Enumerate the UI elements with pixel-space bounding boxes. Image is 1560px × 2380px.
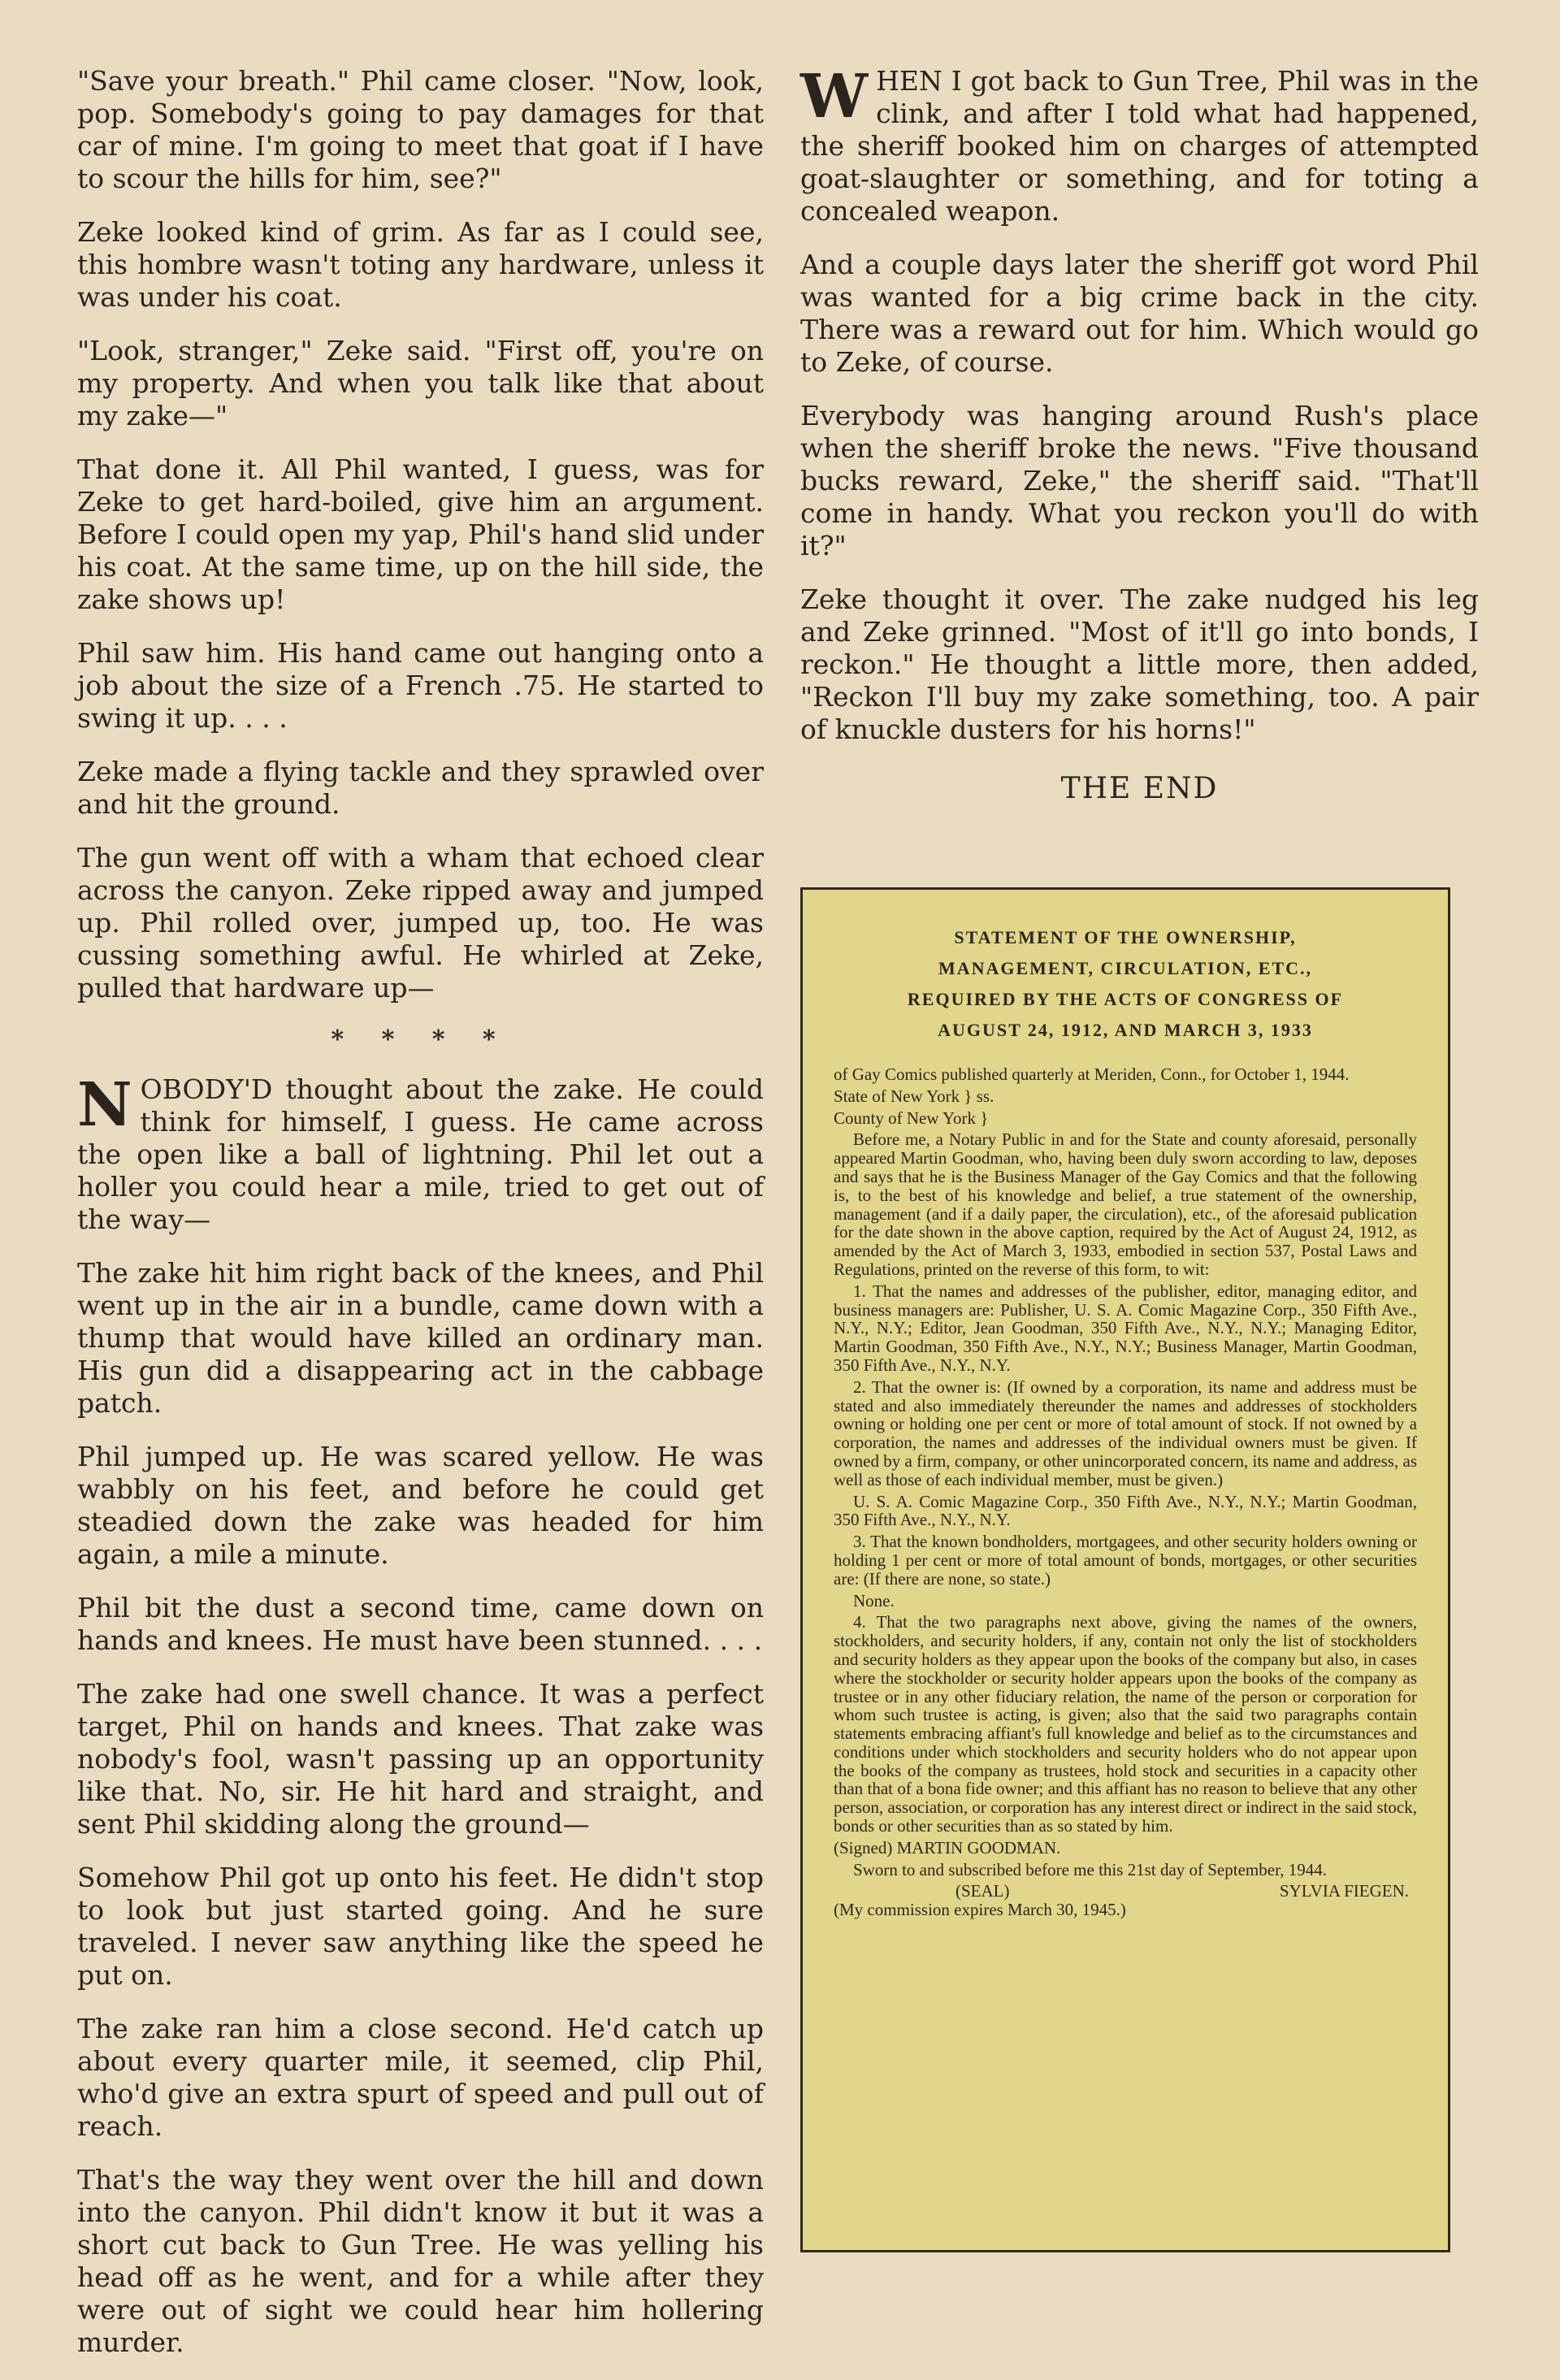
- commission-line: (My commission expires March 30, 1945.): [834, 1900, 1126, 1920]
- signed-line: (Signed) MARTIN GOODMAN.: [834, 1837, 1061, 1858]
- story-paragraph-dropcap: [77, 1070, 764, 1236]
- statement-paragraph: None.: [853, 1590, 895, 1611]
- statement-heading: [834, 922, 1417, 1046]
- story-paragraph-dropcap: [800, 62, 1479, 228]
- statement-paragraph: 2. That the owner is: (If owned by a corporation, its name and address must be stated and also immediately thereunder the names and addresses of stockholders owning or holding one per cent or more of total amount of stock. If not owned by a corporation, the names and addresses of the individual owners must be given. If owned by a firm, company, or other unincorporated concern, its name and address, as well as those of each individual member, must be given.): [834, 1376, 1417, 1489]
- statement-state: State of New York } ss.: [834, 1086, 994, 1106]
- story-paragraph: "Look, stranger," Zeke said. "First off, you're on my property. And when you talk like that about my zake—": [77, 335, 764, 431]
- dropcap-paragraph-text: OBODY'D thought about the zake. He could think for himself, I guess. He came across the open like a ball of lightning. Phil let out a holler you could hear a mile, tried to get out of the way—: [77, 1073, 764, 1235]
- statement-paragraph: Before me, a Notary Public in and for the State and county aforesaid, personally appeared Martin Goodman, who, having been duly sworn according to law, deposes and says that he is the Business Manager of the Gay Comics and that the following is, to the best of his knowledge and belief, a true statement of the ownership, management (and if a daily paper, the circulation), etc., of the aforesaid publication for the date shown in the above caption, required by the Act of August 24, 1912, as amended by the Act of March 3, 1933, embodied in section 537, Postal Laws and Regulations, printed on the reverse of this form, to wit:: [834, 1129, 1417, 1279]
- heading-line: REQUIRED BY THE ACTS OF CONGRESS OF: [907, 989, 1344, 1009]
- story-paragraph: Everybody was hanging around Rush's place when the sheriff broke the news. "Five thousand bucks reward, Zeke," the sheriff said. "That'll come in handy. What you reckon you'll do with it?": [800, 400, 1479, 561]
- heading-line: AUGUST 24, 1912, AND MARCH 3, 1933: [938, 1020, 1313, 1040]
- drop-cap-letter: W: [800, 62, 869, 132]
- right-column: [800, 62, 1479, 805]
- left-column: [77, 65, 764, 2380]
- story-paragraph: Phil jumped up. He was scared yellow. He was wabbly on his feet, and before he could get steadied down the zake was headed for him again, a mile a minute.: [77, 1441, 764, 1570]
- statement-intro: of Gay Comics published quarterly at Meriden, Conn., for October 1, 1944.: [834, 1064, 1350, 1084]
- the-end-label: THE END: [1060, 772, 1219, 805]
- story-paragraph: Zeke looked kind of grim. As far as I could see, this hombre wasn't toting any hardware, unless it was under his coat.: [77, 216, 764, 313]
- story-paragraph: The gun went off with a wham that echoed clear across the canyon. Zeke ripped away and jumped up. Phil rolled over, jumped up, too. He was cussing something awful. He whirled at Zeke, pulled that hardware up—: [77, 842, 764, 1004]
- story-paragraph: The zake had one swell chance. It was a perfect target, Phil on hands and knees. That zake was nobody's fool, wasn't passing up an opportunity like that. No, sir. He hit hard and straight, and sent Phil skidding along the ground—: [77, 1678, 764, 1840]
- drop-cap-letter: N: [77, 1070, 132, 1140]
- story-paragraph: Zeke made a flying tackle and they sprawled over and hit the ground.: [77, 756, 764, 820]
- ownership-statement-box: [800, 887, 1450, 2252]
- statement-county: County of New York }: [834, 1108, 989, 1128]
- story-paragraph: That done it. All Phil wanted, I guess, was for Zeke to get hard-boiled, give him an argument. Before I could open my yap, Phil's hand slid under his coat. At the same time, up on the hill side, the zake shows up!: [77, 453, 764, 615]
- heading-line: MANAGEMENT, CIRCULATION, ETC.,: [938, 958, 1313, 978]
- story-paragraph: Somehow Phil got up onto his feet. He didn't stop to look but just started going. And he sure traveled. I never saw anything like the speed he put on.: [77, 1862, 764, 1991]
- story-paragraph: Zeke thought it over. The zake nudged his leg and Zeke grinned. "Most of it'll go into bonds, I reckon." He thought a little more, then added, "Reckon I'll buy my zake something, too. A pair of knuckle dusters for his horns!": [800, 583, 1479, 745]
- statement-paragraph: U. S. A. Comic Magazine Corp., 350 Fifth Ave., N.Y., N.Y.; Martin Goodman, 350 Fifth Ave., N.Y., N.Y.: [834, 1491, 1417, 1530]
- story-paragraph: Phil bit the dust a second time, came down on hands and knees. He must have been stunned. . . .: [77, 1592, 764, 1656]
- dropcap-paragraph-text: HEN I got back to Gun Tree, Phil was in the clink, and after I told what had happened, the sheriff booked him on charges of attempted goat-slaughter or something, and for toting a concealed weapon.: [800, 65, 1479, 227]
- story-paragraph: That's the way they went over the hill and down into the canyon. Phil didn't know it but it was a short cut back to Gun Tree. He was yelling his head off as he went, and for a while after they were out of sight we could hear him hollering murder.: [77, 2164, 764, 2358]
- statement-paragraph: 1. That the names and addresses of the publisher, editor, managing editor, and business managers are: Publisher, U. S. A. Comic Magazine Corp., 350 Fifth Ave., N.Y., N.Y.; Editor, Jean Goodman, 350 Fifth Ave., N.Y., N.Y.; Managing Editor, Martin Goodman, 350 Fifth Ave., N.Y., N.Y.; Business Manager, Martin Goodman, 350 Fifth Ave., N.Y., N.Y.: [834, 1281, 1417, 1375]
- statement-paragraph: 4. That the two paragraphs next above, giving the names of the owners, stockholders, and security holders, if any, contain not only the list of stockholders and security holders as they appear upon the books of the company but also, in cases where the stockholder or security holder appears upon the books of the company as trustee or in any other fiduciary relation, the name of the person or corporation for whom such trustee is acting, is given; also that the said two paragraphs contain statements embracing affiant's full knowledge and belief as to the circumstances and conditions under which stockholders and security holders who do not appear upon the books of the company as trustees, hold stock and securities in a capacity other than that of a bona fide owner; and this affiant has no reason to believe that any other person, association, or corporation has any interest direct or indirect in the said stock, bonds or other securities than as so stated by him.: [834, 1612, 1417, 1836]
- story-paragraph: The zake hit him right back of the knees, and Phil went up in the air in a bundle, came down with a thump that would have killed an ordinary man. His gun did a disappearing act in the cabbage patch.: [77, 1257, 764, 1419]
- story-paragraph: The zake ran him a close second. He'd catch up about every quarter mile, it seemed, clip Phil, who'd give an extra spurt of speed and pull out of reach.: [77, 2013, 764, 2142]
- notary-name: SYLVIA FIEGEN.: [1279, 1881, 1409, 1901]
- statement-paragraph: 3. That the known bondholders, mortgagees, and other security holders owning or holding 1 per cent or more of total amount of bonds, mortgages, or other securities are: (If there are none, so state.): [834, 1532, 1417, 1589]
- story-paragraph: And a couple days later the sheriff got word Phil was wanted for a big crime back in the city. There was a reward out for him. Which would go to Zeke, of course.: [800, 249, 1479, 378]
- seal-notary-row: [834, 1882, 1417, 1901]
- sworn-line: Sworn to and subscribed before me this 21st day of September, 1944.: [853, 1859, 1327, 1879]
- story-paragraph: Phil saw him. His hand came out hanging onto a job about the size of a French .75. He started to swing it up. . . .: [77, 637, 764, 734]
- story-paragraph: "Save your breath." Phil came closer. "Now, look, pop. Somebody's going to pay damages for that car of mine. I'm going to meet that goat if I have to scour the hills for him, see?": [77, 65, 764, 194]
- seal-label: (SEAL): [956, 1881, 1010, 1901]
- section-separator: * * * *: [331, 1025, 510, 1054]
- heading-line: STATEMENT OF THE OWNERSHIP,: [954, 927, 1297, 947]
